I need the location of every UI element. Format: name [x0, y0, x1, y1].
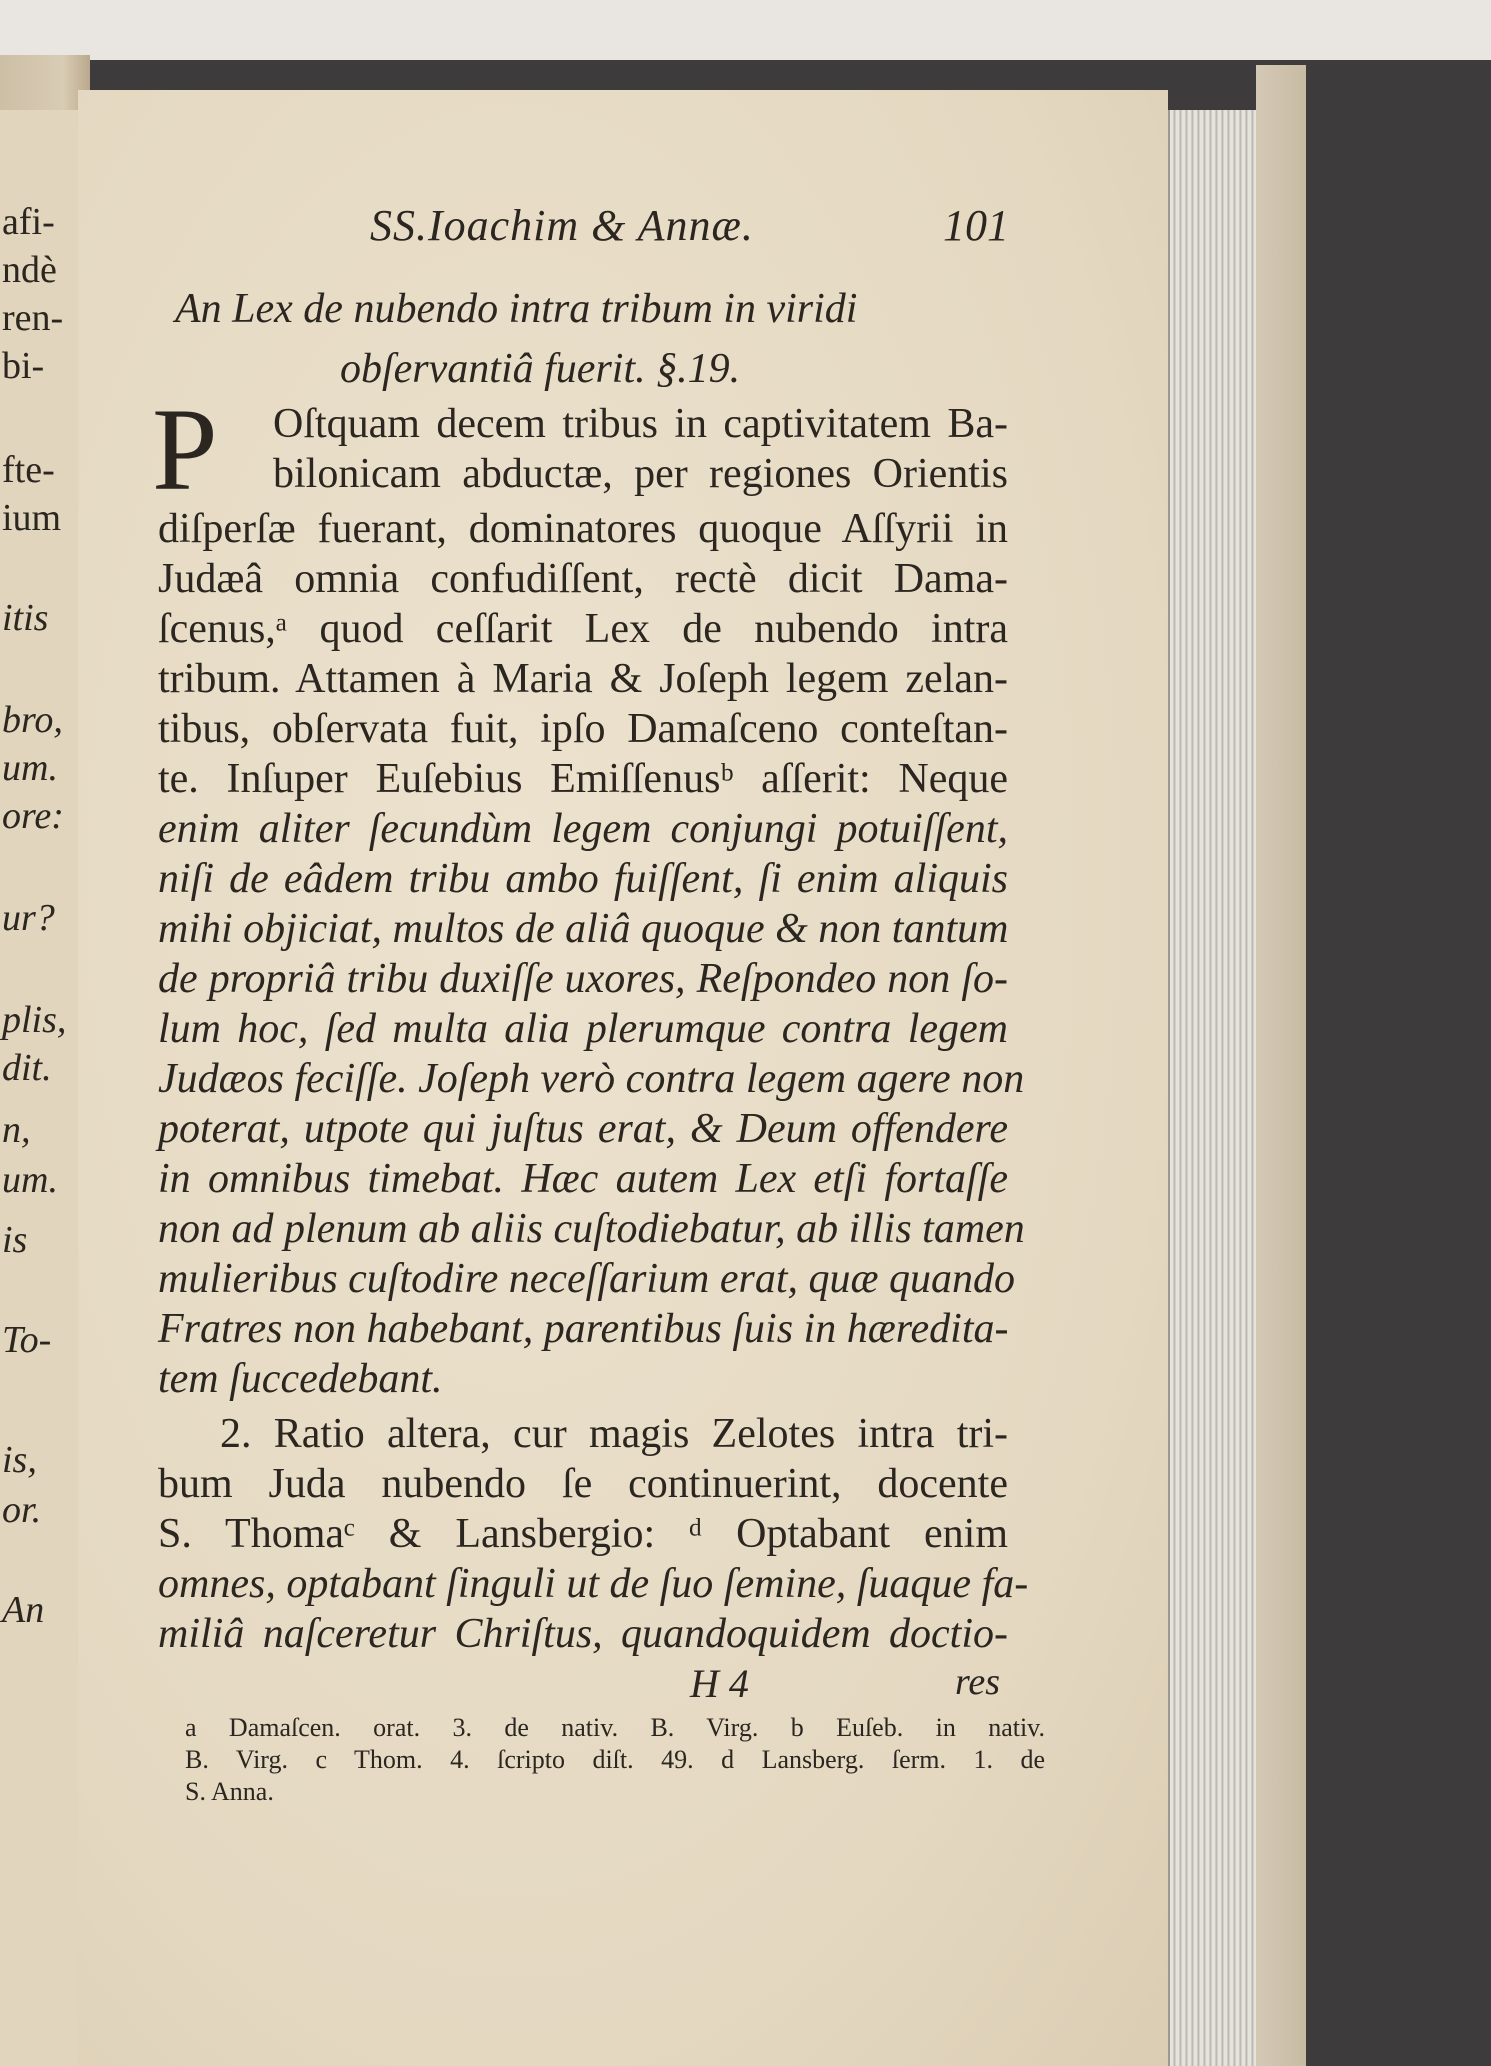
left-page-fragment: bi- — [2, 345, 45, 387]
quote-line: mulieribus cuſtodire neceſſarium erat, quæ quando — [158, 1256, 1016, 1302]
quote-line: Judæos feciſſe. Joſeph verò contra legem agere non — [158, 1056, 1025, 1102]
quote-line: de propriâ tribu duxiſſe uxores, Reſpondeo non ſo- — [158, 956, 1008, 1002]
quote-line: enim aliter ſecundùm legem conjungi potuiſſent, — [158, 806, 1008, 852]
body-line: S. Thomaᶜ & Lansbergio: ᵈ Optabant enim — [158, 1511, 1008, 1557]
left-page-fragment: n, — [2, 1109, 31, 1151]
left-page-fragment: afi- — [2, 201, 55, 243]
left-page-fragment: itis — [2, 597, 49, 639]
drop-cap: P — [152, 384, 218, 515]
section-heading-line-1: An Lex de nubendo intra tribum in viridi — [175, 286, 858, 332]
body-line: Judæâ omnia confudiſſent, rectè dicit Dama- — [158, 556, 1008, 602]
book-cover-board — [1256, 65, 1306, 2066]
quote-line: mihi objiciat, multos de aliâ quoque & non tantum — [158, 906, 1009, 952]
left-page-fragment: um. — [2, 747, 58, 789]
body-line: ſcenus,ᵃ quod ceſſarit Lex de nubendo intra — [158, 606, 1008, 652]
body-line: Oſtquam decem tribus in captivitatem Ba- — [273, 401, 1008, 447]
body-line: tibus, obſervata fuit, ipſo Damaſceno conteſtan- — [158, 706, 1008, 752]
left-page-fragment: ore: — [2, 795, 64, 837]
quote-line: in omnibus timebat. Hæc autem Lex etſi fortaſſe — [158, 1156, 1008, 1202]
left-page-fragment: To- — [2, 1319, 52, 1361]
left-page-fragment: ndè — [2, 249, 57, 291]
left-page-fragment: ren- — [2, 297, 64, 339]
quote-line: omnes, optabant ſinguli ut de ſuo ſemine, ſuaque fa- — [158, 1561, 1029, 1607]
signature-mark: H 4 — [690, 1661, 749, 1706]
quote-line: tem ſuccedebant. — [158, 1356, 443, 1402]
body-line: 2. Ratio altera, cur magis Zelotes intra tri- — [220, 1411, 1008, 1457]
left-page-fragment: An — [2, 1589, 45, 1631]
left-page-fragment: um. — [2, 1159, 58, 1201]
quote-line: lum hoc, ſed multa alia plerumque contra legem — [158, 1006, 1008, 1052]
left-page-fragment: is — [2, 1219, 28, 1261]
body-line: te. Inſuper Euſebius Emiſſenusᵇ aſſerit: Neque — [158, 756, 1008, 802]
section-heading-line-2: obſervantiâ fuerit. §.19. — [340, 346, 741, 392]
left-page-fragment: or. — [2, 1489, 42, 1531]
left-page-edge — [0, 110, 83, 2066]
body-line: bilonicam abductæ, per regiones Orientis — [273, 451, 1008, 497]
left-page-fragment: is, — [2, 1439, 37, 1481]
left-page-fragment: bro, — [2, 699, 63, 741]
left-page-fragment: ium — [2, 497, 62, 539]
quote-line: non ad plenum ab aliis cuſtodiebatur, ab illis tamen — [158, 1206, 1025, 1252]
page-number: 101 — [943, 201, 1009, 250]
left-page-fragment: plis, — [2, 999, 67, 1041]
body-line: bum Juda nubendo ſe continuerint, docente — [158, 1461, 1008, 1507]
catchword: res — [955, 1661, 1001, 1703]
body-line: tribum. Attamen à Maria & Joſeph legem zelan- — [158, 656, 1008, 702]
footnote-line: a Damaſcen. orat. 3. de nativ. B. Virg. b Euſeb. in nativ. — [185, 1713, 1045, 1742]
backdrop — [0, 0, 1491, 60]
left-page-fragment: ur? — [2, 897, 55, 939]
running-head: SS.Ioachim & Annæ. — [370, 201, 754, 250]
quote-line: miliâ naſceretur Chriſtus, quandoquidem doctio- — [158, 1611, 1008, 1657]
quote-line: poterat, utpote qui juſtus erat, & Deum offendere — [158, 1106, 1008, 1152]
quote-line: Fratres non habebant, parentibus ſuis in hæredita- — [158, 1306, 1009, 1352]
footnote-line: S. Anna. — [185, 1777, 274, 1806]
body-line: diſperſæ fuerant, dominatores quoque Aſſyrii in — [158, 506, 1008, 552]
left-page-fragment: fte- — [2, 449, 55, 491]
footnote-line: B. Virg. c Thom. 4. ſcripto diſt. 49. d Lansberg. ſerm. 1. de — [185, 1745, 1045, 1774]
left-page-fragment: dit. — [2, 1047, 52, 1089]
quote-line: niſi de eâdem tribu ambo fuiſſent, ſi enim aliquis — [158, 856, 1008, 902]
page-edges — [1168, 110, 1258, 2066]
